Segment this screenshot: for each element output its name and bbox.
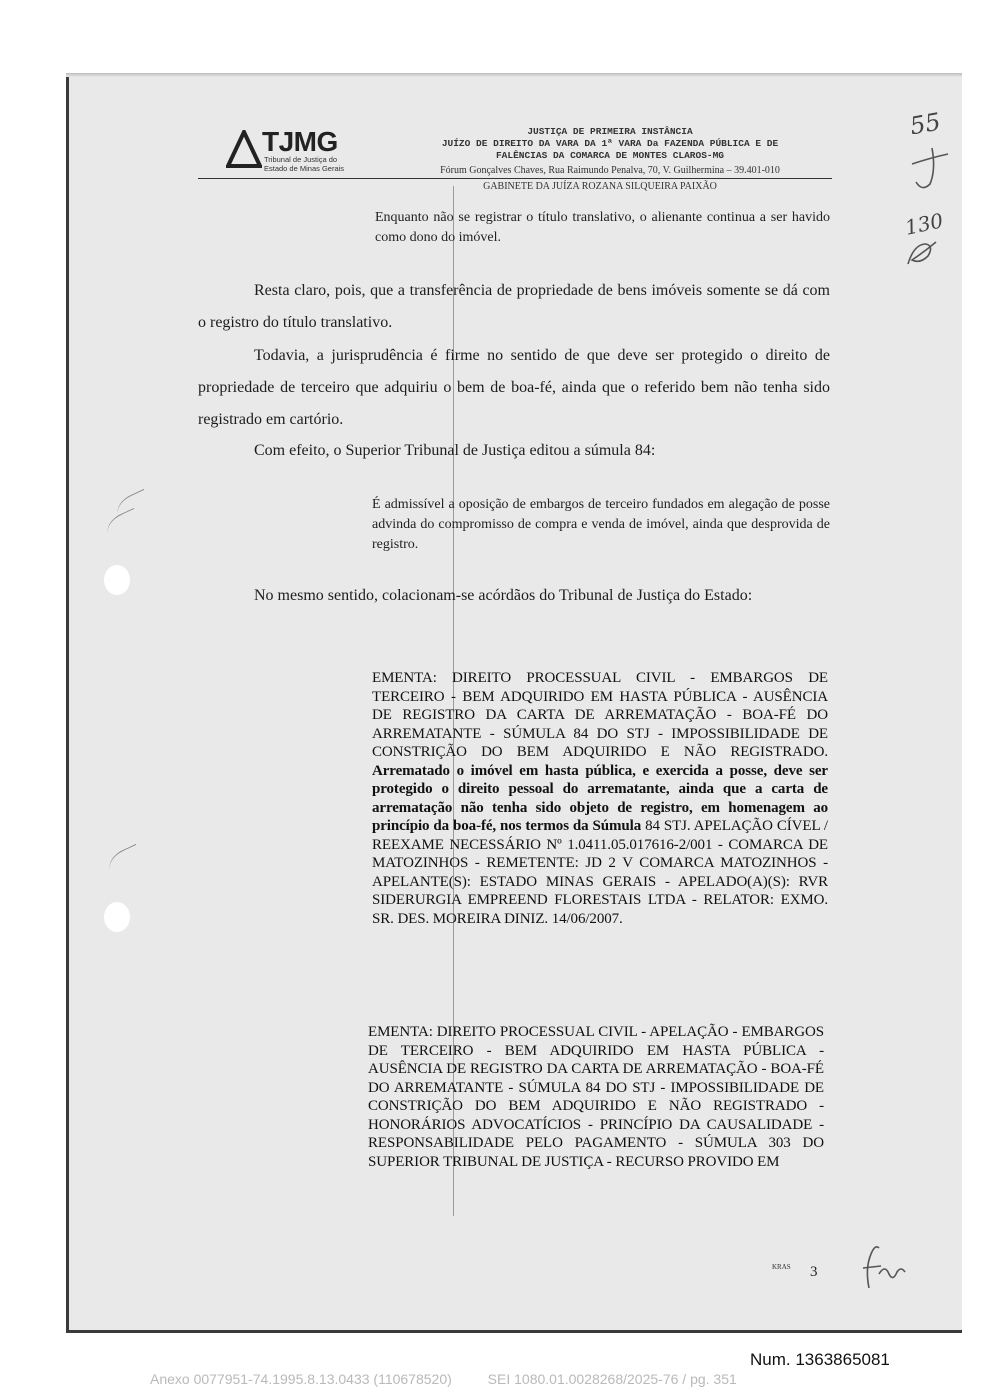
document-number: Num. 1363865081 <box>750 1350 890 1369</box>
logo-subtitle-line: Estado de Minas Gerais <box>264 163 345 173</box>
handwritten-sheet-number: 55 <box>907 107 943 141</box>
ementa-block <box>372 669 828 928</box>
ementa-bold-text: Arrematado o imóvel em hasta pública, e exercida a posse, deve ser protegido o direito pessoal do arrematante, ainda que a carta de arrematação não tenha sido objeto de registro, em homenagem ao princípio da boa-fé, nos termos da Súmula <box>372 762 828 834</box>
court-header <box>370 126 850 177</box>
paragraph: Resta claro, pois, que a transferência de propriedade de bens imóveis somente se dá com o registro do título translativo. <box>198 282 830 331</box>
block-quote: Enquanto não se registrar o título translativo, o alienante continua a ser havido como dono do imóvel. <box>375 210 830 245</box>
header-forum-address: Fórum Gonçalves Chaves, Rua Raimundo Penalva, 70, V. Guilhermina – 39.401-010 <box>440 165 780 176</box>
handwritten-mark-icon <box>908 146 952 194</box>
punch-hole-top <box>104 565 130 595</box>
paragraph: Com efeito, o Superior Tribunal de Justiça editou a súmula 84: <box>254 442 656 459</box>
logo-subtitle <box>264 156 344 173</box>
header-line: JUSTIÇA DE PRIMEIRA INSTÂNCIA <box>527 126 693 137</box>
ementa-text: EMENTA: DIREITO PROCESSUAL CIVIL - EMBARGOS DE TERCEIRO - BEM ADQUIRIDO EM HASTA PÚBLICA - AUSÊNCIA DE REGISTRO DA CARTA DE ARREMATAÇÃO - BOA-FÉ DO ARREMATANTE - SÚMULA 84 DO STJ - IMPOSSIBILIDADE DE CONSTRIÇÃO DO BEM ADQUIRIDO E NÃO REGISTRADO. <box>372 670 828 760</box>
handwritten-signature-icon <box>855 1238 911 1294</box>
triangle-logo-icon <box>226 130 262 168</box>
logo-name: TJMG <box>262 126 338 157</box>
header-line: FALÊNCIAS DA COMARCA DE MONTES CLAROS-MG <box>495 150 725 161</box>
punch-hole-bottom <box>104 902 130 932</box>
header-line: JUÍZO DE DIREITO DA VARA DA 1ª VARA Da FAZENDA PÚBLICA E DE <box>441 138 779 149</box>
page-number: 3 <box>810 1264 818 1280</box>
footer-anexo: Anexo 0077951-74.1995.8.13.0433 (110678520) <box>150 1371 452 1387</box>
block-quote: É admissível a oposição de embargos de terceiro fundados em alegação de posse advinda do compromisso de compra e venda de imóvel, ainda que desprovida de registro. <box>372 497 830 552</box>
header-divider <box>198 178 832 179</box>
ementa-block: EMENTA: DIREITO PROCESSUAL CIVIL - APELAÇÃO - EMBARGOS DE TERCEIRO - BEM ADQUIRIDO EM HASTA PÚBLICA - AUSÊNCIA DE REGISTRO DA CARTA DE ARREMATAÇÃO - BOA-FÉ DO ARREMATANTE - SÚMULA 84 DO STJ - IMPOSSIBILIDADE DE CONSTRIÇÃO DO BEM ADQUIRIDO E NÃO REGISTRADO - HONORÁRIOS ADVOCATÍCIOS - PRINCÍPIO DA CAUSALIDADE - RESPONSABILIDADE PELO PAGAMENTO - SÚMULA 303 DO SUPERIOR TRIBUNAL DE JUSTIÇA - RECURSO PROVIDO EM <box>368 1024 824 1170</box>
footer-stamp <box>150 1371 737 1387</box>
ementa-text: 84 STJ. APELAÇÃO CÍVEL / REEXAME NECESSÁRIO Nº 1.0411.05.017616-2/001 - COMARCA DE MATOZINHOS - REMETENTE: JD 2 V COMARCA MATOZINHOS - APELANTE(S): ESTADO MINAS GERAIS - APELADO(A)(S): RVR SIDERURGIA EMPREEND FLORESTAIS LTDA - RELATOR: EXMO. SR. DES. MOREIRA DINIZ. 14/06/2007. <box>372 818 828 927</box>
handwritten-initials-icon <box>904 238 940 268</box>
footer-sei: SEI 1080.01.0028268/2025-76 / pg. 351 <box>487 1371 737 1387</box>
scan-edge-shadow <box>66 73 962 77</box>
page-initials: KRAS <box>772 1263 791 1271</box>
header-gabinete: GABINETE DA JUÍZA ROZANA SILQUEIRA PAIXÃO <box>483 181 717 192</box>
logo-subtitle-line: Tribunal de Justiça do <box>264 155 338 164</box>
handwritten-margin-number: 130 <box>902 208 946 240</box>
paragraph: No mesmo sentido, colacionam-se acórdãos do Tribunal de Justiça do Estado: <box>254 587 753 604</box>
paragraph: Todavia, a jurisprudência é firme no sentido de que deve ser protegido o direito de propriedade de terceiro que adquiriu o bem de boa-fé, ainda que o referido bem não tenha sido registrado em cartório. <box>198 347 830 428</box>
